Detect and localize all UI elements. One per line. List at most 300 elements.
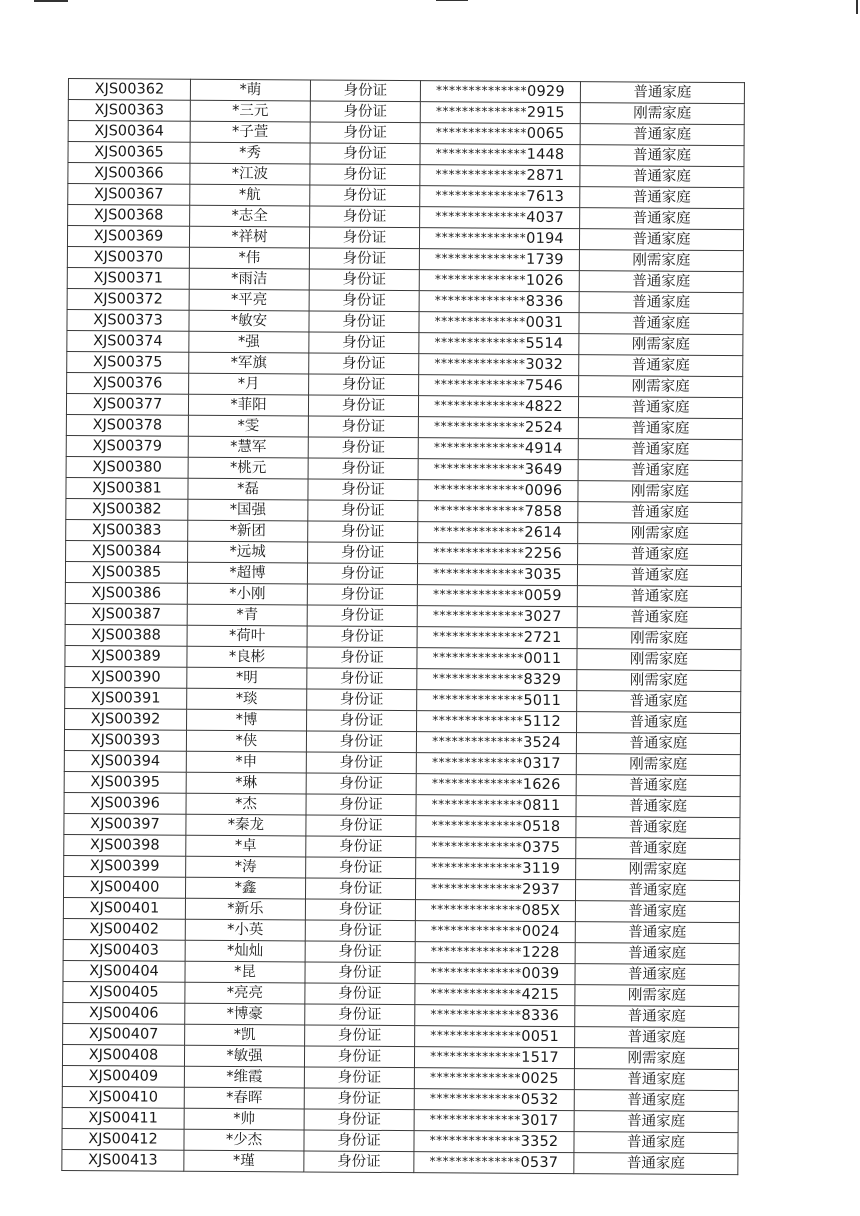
household-type-cell: 普通家庭 [574, 1069, 738, 1091]
document-type-cell: 身份证 [305, 899, 415, 921]
applicant-name-cell: *琰 [187, 688, 307, 710]
id-number-tail: 0375 [522, 839, 561, 857]
document-type-cell: 身份证 [309, 227, 419, 249]
id-number-tail: 2256 [524, 545, 562, 563]
id-number-mask: ************** [429, 1091, 521, 1106]
applicant-name-cell: *强 [189, 331, 309, 353]
applicant-name-cell: *敏强 [184, 1045, 304, 1067]
id-number-tail: 2524 [524, 419, 563, 437]
applicant-name-cell: *祥树 [189, 226, 309, 248]
id-number-tail: 3649 [524, 461, 563, 479]
id-number-mask: ************** [435, 125, 527, 140]
id-number-cell [416, 753, 576, 775]
id-number-cell [420, 123, 580, 145]
applicant-name-cell: *杰 [186, 793, 306, 815]
record-id-cell: XJS00388 [65, 624, 187, 646]
id-number-mask: ************** [432, 629, 524, 644]
id-number-cell [417, 585, 577, 607]
document-type-cell: 身份证 [309, 374, 419, 396]
applicant-name-cell: *伟 [189, 247, 309, 269]
record-id-cell: XJS00363 [68, 100, 190, 122]
record-id-cell: XJS00364 [68, 121, 190, 143]
document-type-cell: 身份证 [308, 395, 418, 417]
record-id-cell: XJS00402 [63, 918, 185, 940]
record-id-cell: XJS00396 [64, 792, 186, 814]
id-number-tail: 0096 [524, 482, 563, 500]
id-number-mask: ************** [435, 188, 527, 203]
document-type-cell: 身份证 [309, 248, 419, 270]
id-number-cell [415, 879, 575, 901]
id-number-mask: ************** [434, 293, 526, 308]
applicant-name-cell: *亮亮 [185, 982, 305, 1004]
household-type-cell: 普通家庭 [578, 502, 742, 524]
record-id-cell: XJS00404 [63, 960, 185, 982]
applicant-name-cell: *博 [187, 709, 307, 731]
document-type-cell: 身份证 [305, 1004, 415, 1026]
applicant-name-cell: *小刚 [187, 583, 307, 605]
id-number-cell [416, 795, 576, 817]
id-number-tail: 0031 [525, 314, 564, 332]
record-id-cell: XJS00378 [66, 414, 188, 436]
id-number-tail: 0065 [526, 125, 565, 143]
id-number-mask: ************** [431, 881, 523, 896]
household-type-cell: 普通家庭 [577, 691, 741, 713]
id-number-tail: 0537 [520, 1154, 559, 1172]
applicant-name-cell: *慧军 [188, 436, 308, 458]
id-number-cell [415, 900, 575, 922]
record-id-cell: XJS00384 [66, 540, 188, 562]
id-number-mask: ************** [429, 1154, 521, 1169]
record-id-cell: XJS00385 [65, 561, 187, 583]
id-number-tail: 2721 [523, 629, 562, 647]
id-number-cell [417, 606, 577, 628]
applicant-name-cell: *萌 [190, 79, 310, 101]
id-number-mask: ************** [430, 902, 522, 917]
household-type-cell: 普通家庭 [579, 313, 743, 335]
applicant-name-cell: *明 [187, 667, 307, 689]
record-id-cell: XJS00398 [64, 834, 186, 856]
registry-table [61, 78, 745, 1175]
id-number-cell [420, 102, 580, 124]
household-type-cell: 普通家庭 [574, 1090, 738, 1112]
id-number-mask: ************** [433, 545, 525, 560]
id-number-tail: 2614 [524, 524, 563, 542]
id-number-tail: 0025 [520, 1070, 559, 1088]
applicant-name-cell: *瑾 [184, 1150, 304, 1172]
id-number-tail: 1626 [522, 776, 561, 794]
applicant-name-cell: *子萱 [190, 121, 310, 143]
id-number-cell [415, 984, 575, 1006]
document-type-cell: 身份证 [309, 290, 419, 312]
applicant-name-cell: *秀 [190, 142, 310, 164]
record-id-cell: XJS00377 [66, 393, 188, 415]
record-id-cell: XJS00392 [65, 708, 187, 730]
id-number-mask: ************** [430, 1070, 522, 1085]
applicant-name-cell: *新团 [188, 520, 308, 542]
id-number-cell [420, 207, 580, 229]
id-number-tail: 4037 [526, 209, 565, 227]
id-number-tail: 2915 [526, 104, 565, 122]
document-type-cell: 身份证 [310, 164, 420, 186]
id-number-mask: ************** [431, 839, 523, 854]
record-id-cell: XJS00362 [68, 79, 190, 101]
id-number-cell [419, 228, 579, 250]
document-type-cell: 身份证 [304, 1046, 414, 1068]
id-number-cell [418, 522, 578, 544]
scan-artifact [34, 0, 68, 2]
id-number-mask: ************** [435, 251, 527, 266]
record-id-cell: XJS00372 [67, 288, 189, 310]
document-type-cell: 身份证 [307, 605, 417, 627]
id-number-cell [419, 333, 579, 355]
document-type-cell: 身份证 [306, 752, 416, 774]
document-type-cell: 身份证 [305, 878, 415, 900]
record-id-cell: XJS00387 [65, 603, 187, 625]
household-type-cell: 刚需家庭 [579, 376, 743, 398]
applicant-name-cell: *少杰 [184, 1129, 304, 1151]
id-number-cell [417, 669, 577, 691]
household-type-cell: 普通家庭 [576, 817, 740, 839]
household-type-cell: 普通家庭 [577, 712, 741, 734]
id-number-cell [420, 81, 580, 103]
record-id-cell: XJS00366 [68, 163, 190, 185]
document-type-cell: 身份证 [306, 836, 416, 858]
id-number-cell [414, 1152, 574, 1174]
id-number-tail: 1228 [521, 944, 560, 962]
household-type-cell: 普通家庭 [578, 397, 742, 419]
id-number-mask: ************** [429, 1112, 521, 1127]
id-number-cell [420, 165, 580, 187]
household-type-cell: 普通家庭 [578, 439, 742, 461]
id-number-cell [414, 1068, 574, 1090]
document-type-cell: 身份证 [305, 941, 415, 963]
id-number-mask: ************** [431, 818, 523, 833]
record-id-cell: XJS00383 [66, 519, 188, 541]
id-number-cell [418, 480, 578, 502]
id-number-mask: ************** [434, 335, 526, 350]
document-type-cell: 身份证 [309, 353, 419, 375]
record-id-cell: XJS00382 [66, 498, 188, 520]
id-number-mask: ************** [433, 461, 525, 476]
document-type-cell: 身份证 [308, 521, 418, 543]
id-number-tail: 5514 [525, 335, 564, 353]
record-id-cell: XJS00413 [62, 1149, 184, 1171]
id-number-mask: ************** [431, 860, 523, 875]
document-type-cell: 身份证 [307, 647, 417, 669]
id-number-tail: 5011 [523, 692, 562, 710]
applicant-name-cell: *灿灿 [185, 940, 305, 962]
record-id-cell: XJS00370 [67, 246, 189, 268]
id-number-mask: ************** [430, 986, 522, 1001]
id-number-tail: 3035 [524, 566, 562, 584]
record-id-cell: XJS00405 [63, 981, 185, 1003]
id-number-mask: ************** [434, 377, 526, 392]
record-id-cell: XJS00393 [64, 729, 186, 751]
document-type-cell: 身份证 [306, 731, 416, 753]
household-type-cell: 刚需家庭 [580, 103, 744, 125]
record-id-cell: XJS00376 [67, 372, 189, 394]
document-type-cell: 身份证 [305, 920, 415, 942]
applicant-name-cell: *维霞 [184, 1066, 304, 1088]
household-type-cell: 刚需家庭 [574, 1048, 738, 1070]
household-type-cell: 普通家庭 [577, 607, 741, 629]
document-type-cell: 身份证 [307, 626, 417, 648]
document-type-cell: 身份证 [307, 584, 417, 606]
scan-artifact [856, 0, 858, 14]
household-type-cell: 普通家庭 [575, 880, 739, 902]
id-number-tail: 7613 [526, 188, 565, 206]
record-id-cell: XJS00408 [62, 1044, 184, 1066]
document-type-cell: 身份证 [309, 269, 419, 291]
document-type-cell: 身份证 [304, 1067, 414, 1089]
id-number-tail: 4215 [521, 986, 560, 1004]
id-number-mask: ************** [433, 524, 525, 539]
record-id-cell: XJS00386 [65, 582, 187, 604]
household-type-cell: 普通家庭 [575, 1006, 739, 1028]
record-id-cell: XJS00409 [62, 1065, 184, 1087]
document-type-cell: 身份证 [304, 1151, 414, 1173]
id-number-cell [419, 249, 579, 271]
household-type-cell: 普通家庭 [576, 775, 740, 797]
household-type-cell: 普通家庭 [580, 208, 744, 230]
applicant-name-cell: *新乐 [185, 898, 305, 920]
id-number-cell [418, 543, 578, 565]
id-number-mask: ************** [431, 776, 523, 791]
id-number-tail: 5112 [523, 713, 561, 731]
applicant-name-cell: *雨洁 [189, 268, 309, 290]
id-number-cell [416, 732, 576, 754]
household-type-cell: 普通家庭 [577, 565, 741, 587]
id-number-tail: 0194 [526, 230, 564, 248]
id-number-cell [417, 627, 577, 649]
id-number-tail: 0059 [523, 587, 562, 605]
record-id-cell: XJS00400 [63, 876, 185, 898]
id-number-tail: 1026 [525, 272, 564, 290]
record-id-cell: XJS00368 [68, 205, 190, 227]
id-number-tail: 8336 [525, 293, 564, 311]
document-type-cell: 身份证 [306, 857, 416, 879]
record-id-cell: XJS00397 [64, 813, 186, 835]
household-type-cell: 普通家庭 [576, 838, 740, 860]
id-number-cell [415, 963, 575, 985]
id-number-tail: 2871 [526, 167, 565, 185]
document-type-cell: 身份证 [310, 206, 420, 228]
record-id-cell: XJS00371 [67, 267, 189, 289]
id-number-mask: ************** [429, 1133, 521, 1148]
applicant-name-cell: *帅 [184, 1108, 304, 1130]
id-number-mask: ************** [435, 209, 527, 224]
id-number-tail: 0024 [521, 923, 560, 941]
household-type-cell: 刚需家庭 [576, 754, 740, 776]
document-type-cell: 身份证 [310, 143, 420, 165]
id-number-mask: ************** [432, 650, 524, 665]
applicant-name-cell: *琳 [186, 772, 306, 794]
id-number-mask: ************** [435, 230, 527, 245]
id-number-mask: ************** [433, 440, 525, 455]
applicant-name-cell: *昆 [185, 961, 305, 983]
id-number-mask: ************** [431, 797, 523, 812]
id-number-cell [414, 1089, 574, 1111]
household-type-cell: 普通家庭 [575, 1027, 739, 1049]
id-number-mask: ************** [433, 566, 525, 581]
id-number-tail: 0317 [522, 755, 561, 773]
applicant-name-cell: *鑫 [185, 877, 305, 899]
id-number-mask: ************** [432, 692, 524, 707]
id-number-cell [415, 921, 575, 943]
id-number-mask: ************** [435, 167, 527, 182]
household-type-cell: 刚需家庭 [576, 859, 740, 881]
applicant-name-cell: *青 [187, 604, 307, 626]
id-number-tail: 1517 [521, 1049, 559, 1067]
table-row [62, 1149, 738, 1174]
document-type-cell: 身份证 [307, 689, 417, 711]
registry-table-body [62, 79, 745, 1175]
document-type-cell: 身份证 [310, 101, 420, 123]
id-number-mask: ************** [430, 944, 522, 959]
id-number-cell [416, 837, 576, 859]
id-number-tail: 7546 [525, 377, 564, 395]
document-type-cell: 身份证 [310, 80, 420, 102]
id-number-cell [418, 501, 578, 523]
id-number-tail: 3524 [523, 734, 561, 752]
id-number-tail: 4914 [524, 440, 563, 458]
document-type-cell: 身份证 [304, 1109, 414, 1131]
applicant-name-cell: *国强 [188, 499, 308, 521]
record-id-cell: XJS00406 [63, 1002, 185, 1024]
document-type-cell: 身份证 [309, 332, 419, 354]
household-type-cell: 普通家庭 [575, 922, 739, 944]
applicant-name-cell: *江波 [190, 163, 310, 185]
id-number-tail: 4822 [525, 398, 563, 416]
document-type-cell: 身份证 [307, 710, 417, 732]
household-type-cell: 普通家庭 [579, 292, 743, 314]
document-type-cell: 身份证 [308, 458, 418, 480]
id-number-tail: 0811 [522, 797, 561, 815]
id-number-tail: 1448 [526, 146, 565, 164]
household-type-cell: 普通家庭 [575, 943, 739, 965]
scan-artifact [436, 0, 468, 1]
id-number-tail: 3017 [520, 1112, 559, 1130]
id-number-mask: ************** [436, 83, 528, 98]
record-id-cell: XJS00367 [68, 184, 190, 206]
id-number-tail: 0039 [521, 965, 560, 983]
id-number-cell [420, 186, 580, 208]
record-id-cell: XJS00395 [64, 771, 186, 793]
household-type-cell: 刚需家庭 [579, 250, 743, 272]
applicant-name-cell: *秦龙 [186, 814, 306, 836]
document-type-cell: 身份证 [308, 437, 418, 459]
id-number-cell [417, 564, 577, 586]
id-number-mask: ************** [432, 587, 525, 602]
applicant-name-cell: *春晖 [184, 1087, 304, 1109]
document-type-cell: 身份证 [308, 479, 418, 501]
id-number-mask: ************** [433, 419, 526, 434]
id-number-tail: 0929 [527, 83, 565, 101]
id-number-mask: ************** [430, 1007, 522, 1022]
id-number-tail: 2937 [522, 881, 560, 899]
applicant-name-cell: *敏安 [189, 310, 309, 332]
id-number-cell [418, 417, 578, 439]
record-id-cell: XJS00374 [67, 330, 189, 352]
applicant-name-cell: *凯 [185, 1024, 305, 1046]
document-type-cell: 身份证 [309, 311, 419, 333]
id-number-tail: 7858 [524, 503, 563, 521]
applicant-name-cell: *荷叶 [187, 625, 307, 647]
id-number-tail: 085X [521, 902, 561, 920]
applicant-name-cell: *军旗 [189, 352, 309, 374]
household-type-cell: 普通家庭 [578, 544, 742, 566]
applicant-name-cell: *涛 [186, 856, 306, 878]
id-number-cell [419, 291, 579, 313]
record-id-cell: XJS00375 [67, 351, 189, 373]
id-number-cell [419, 354, 579, 376]
id-number-cell [415, 1005, 575, 1027]
id-number-tail: 0011 [523, 650, 562, 668]
household-type-cell: 普通家庭 [578, 418, 742, 440]
applicant-name-cell: *超博 [187, 562, 307, 584]
document-type-cell: 身份证 [305, 962, 415, 984]
household-type-cell: 刚需家庭 [577, 649, 741, 671]
document-type-cell: 身份证 [306, 773, 416, 795]
id-number-cell [419, 312, 579, 334]
applicant-name-cell: *三元 [190, 100, 310, 122]
document-sheet [61, 78, 750, 1175]
id-number-cell [417, 711, 577, 733]
household-type-cell: 刚需家庭 [578, 481, 742, 503]
id-number-mask: ************** [434, 398, 526, 413]
id-number-cell [414, 1131, 574, 1153]
record-id-cell: XJS00369 [67, 226, 189, 248]
id-number-tail: 0518 [522, 818, 561, 836]
id-number-mask: ************** [430, 965, 522, 980]
id-number-cell [416, 816, 576, 838]
record-id-cell: XJS00373 [67, 309, 189, 331]
record-id-cell: XJS00390 [65, 666, 187, 688]
id-number-tail: 1739 [525, 251, 564, 269]
record-id-cell: XJS00365 [68, 142, 190, 164]
household-type-cell: 普通家庭 [576, 796, 740, 818]
applicant-name-cell: *雯 [188, 415, 308, 437]
id-number-mask: ************** [433, 503, 525, 518]
id-number-tail: 0051 [521, 1028, 560, 1046]
applicant-name-cell: *菲阳 [188, 394, 308, 416]
applicant-name-cell: *良彬 [187, 646, 307, 668]
id-number-mask: ************** [434, 272, 526, 287]
record-id-cell: XJS00399 [64, 855, 186, 877]
id-number-cell [416, 774, 576, 796]
document-type-cell: 身份证 [306, 794, 416, 816]
id-number-mask: ************** [430, 923, 522, 938]
document-type-cell: 身份证 [304, 1130, 414, 1152]
household-type-cell: 刚需家庭 [578, 523, 742, 545]
id-number-cell [418, 459, 578, 481]
id-number-tail: 3352 [520, 1133, 559, 1151]
id-number-cell [418, 438, 578, 460]
id-number-mask: ************** [431, 755, 524, 770]
applicant-name-cell: *平亮 [189, 289, 309, 311]
document-type-cell: 身份证 [305, 1025, 415, 1047]
household-type-cell: 普通家庭 [580, 166, 744, 188]
document-type-cell: 身份证 [304, 1088, 414, 1110]
record-id-cell: XJS00391 [65, 687, 187, 709]
record-id-cell: XJS00394 [64, 750, 186, 772]
household-type-cell: 普通家庭 [579, 229, 743, 251]
applicant-name-cell: *侠 [186, 730, 306, 752]
applicant-name-cell: *博豪 [185, 1003, 305, 1025]
id-number-tail: 0532 [520, 1091, 559, 1109]
household-type-cell: 刚需家庭 [575, 985, 739, 1007]
id-number-cell [420, 144, 580, 166]
